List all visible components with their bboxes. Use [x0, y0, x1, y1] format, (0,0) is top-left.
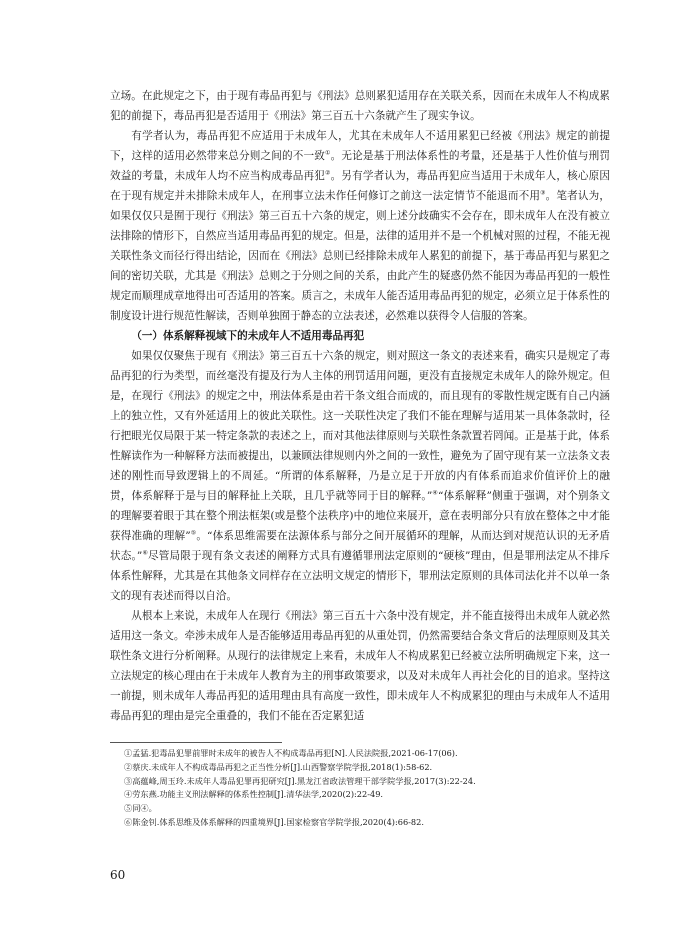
body-paragraph-1: 立场。在此规定之下，由于现有毒品再犯与《刑法》总则累犯适用存在关联关系，因而在未成年人不构成累犯的前提下，毒品再犯是否适用于《刑法》第三百五十六条就产生了现实争议。	[110, 90, 610, 122]
footnote-item: ④劳东燕.功能主义刑法解释的体系性控制[J].清华法学,2020(2):22-49.	[124, 789, 384, 800]
article-body	[110, 86, 610, 726]
footnote-mark[interactable]: ⑥	[142, 549, 149, 557]
section-heading: （一）体系解释视域下的未成年人不适用毒品再犯	[131, 330, 365, 342]
footnote-item: ③高蕴峰,周玉玲.未成年人毒品犯罪再犯研究[J].黑龙江省政法管理干部学院学报,2017(3):22-24.	[124, 775, 476, 786]
footnote-divider	[110, 742, 282, 743]
footnote-mark[interactable]: ④	[432, 489, 438, 497]
body-paragraph-2: 有学者认为，毒品再犯不应适用于未成年人，尤其在未成年人不适用累犯已经被《刑法》规定的前提下，这样的适用必然带来总分则之间的不一致①。无论是基于刑法体系性的考量，还是基于人性价值与刑罚效益的考量，未成年人均不应当构成毒品再犯②。另有学者认为，毒品再犯应当适用于未成年人，核心原因在于现有规定并未排除未成年人，在刑事立法未作任何修订之前这一法定情节不能退而不用③。笔者认为，如果仅仅只是囿于现行《刑法》第三百五十六条的规定，则上述分歧确实不会存在，即未成年人在没有被立法排除的情形下，自然应当适用毒品再犯的规定。但是，法律的适用并不是一个机械对照的过程，不能无视关联性条文而径行得出结论，因而在《刑法》总则已经排除未成年人累犯的前提下，基于毒品再犯与累犯之间的密切关联，尤其是《刑法》总则之于分则之间的关系，由此产生的疑惑仍然不能因为毒品再犯的一般性规定而顺理成章地得出可否适用的答案。质言之，未成年人能否适用毒品再犯的规定，必须立足于体系性的制度设计进行规范性解读，否则单独囿于静态的立法表述，必然难以获得令人信服的答案。	[110, 130, 610, 322]
footnote-item: ②蔡庆.未成年人不构成毒品再犯之正当性分析[J].山西警察学院学报,2018(1):58-62.	[124, 761, 433, 772]
footnote-item: ①孟猛.犯毒品犯罪前罪时未成年的被告人不构成毒品再犯[N].人民法院报,2021-06-17(06).	[124, 748, 458, 758]
footnote-mark[interactable]: ⑤	[190, 529, 197, 537]
footnote-mark[interactable]: ②	[325, 169, 331, 177]
footnotes	[124, 747, 594, 830]
footnote-item: ⑥陈金钊.体系思维及体系解释的四重境界[J].国家检察官学院学报,2020(4):66-82.	[124, 816, 424, 827]
body-paragraph-3: 如果仅仅聚焦于现有《刑法》第三百五十六条的规定，则对照这一条文的表述来看，确实只是规定了毒品再犯的行为类型，而丝毫没有提及行为人主体的刑罚适用问题，更没有直接规定未成年人的除外规定。但是，在现行《刑法》的规定之中，刑法体系是由若干条文组合而成的，而且现有的零散性规定既有自己内涵上的独立性，又有外延适用上的彼此关联性。这一关联性决定了我们不能在理解与适用某一具体条款时，径行把眼光仅局限于某一特定条款的表述之上，而对其他法律原则与关联性条款置若罔闻。正是基于此，体系性解读作为一种解释方法而被提出，以兼顾法律规则内外之间的一致性，避免为了固守现有某一立法条文表述的刚性而导致逻辑上的不周延。“所谓的体系解释，乃是立足于开放的内有体系而追求价值评价上的融贯，体系解释于是与目的解释扯上关联，且几乎就等同于目的解释。”④“体系解释”侧重于强调，对个别条文的理解要着眼于其在整个刑法框架(或是整个法秩序)中的地位来展开，意在表明部分只有放在整体之中才能获得准确的理解”⑤。“体系思维需要在法源体系与部分之间开展循环的理解，从而达到对规范认识的无矛盾状态。”⑥尽管局限于现有条文表述的阐释方式具有遵循罪刑法定原则的“硬核”理由，但是罪刑法定从不排斥体系性解释，尤其是在其他条文同样存在立法明文规定的情形下，罪刑法定原则的具体司法化并不以单一条文的现有表述而得以自洽。	[110, 350, 610, 602]
footnote-item: ⑤同④。	[124, 803, 157, 814]
page-number: 60	[110, 868, 126, 882]
footnote-mark[interactable]: ①	[325, 149, 331, 157]
body-paragraph-4: 从根本上来说，未成年人在现行《刑法》第三百五十六条中没有规定，并不能直接得出未成年人就必然适用这一条文。牵涉未成年人是否能够适用毒品再犯的从重处罚，仍然需要结合条文背后的法理原则及其关联性条文进行分析阐释。从现行的法律规定上来看，未成年人不构成累犯已经被立法所明确规定下来，这一立法规定的核心理由在于未成年人教育为主的刑事政策要求，以及对未成年人再社会化的目的追求。坚持这一前提，则未成年人毒品再犯的适用理由具有高度一致性，即未成年人不构成累犯的理由与未成年人不适用毒品再犯的理由是完全重叠的，我们不能在否定累犯适	[110, 610, 610, 722]
footnote-mark[interactable]: ③	[540, 189, 546, 197]
